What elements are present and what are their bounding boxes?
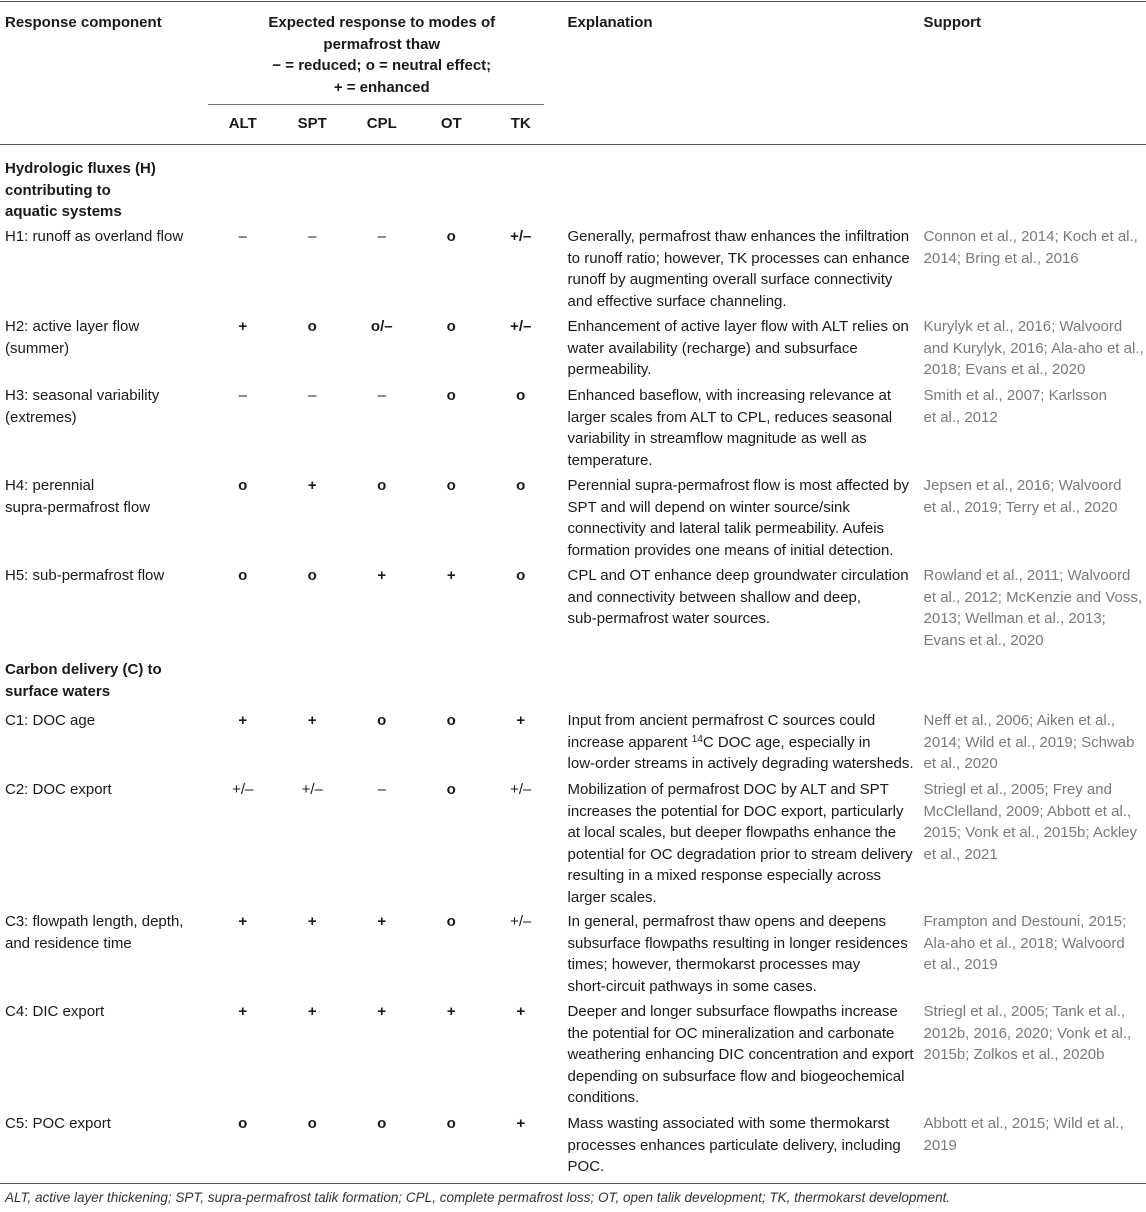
row-c2-exp-line: resulting in a mixed response especially across — [567, 867, 881, 884]
row-c1-tk: + — [516, 712, 526, 729]
row-c2-ot: o — [446, 781, 456, 798]
row-c3-spt: + — [307, 913, 317, 930]
row-c1-exp-line: Input from ancient permafrost C sources could — [567, 712, 876, 729]
row-h4-component-text: H4: perennial — [5, 477, 95, 494]
row-c2-explanation — [556, 779, 918, 911]
row-c2-exp-line: at local scales, but deeper flowpaths enhance the — [567, 824, 897, 841]
row-c2-sup-line: et al., 2021 — [923, 845, 998, 863]
row-c3-exp-line: times; however, thermokarst processes may — [567, 956, 861, 973]
row-h3-component — [0, 385, 208, 475]
row-c5-exp-line: Mass wasting associated with some thermokarst — [567, 1115, 890, 1132]
row-c5-sup-line: 2019 — [923, 1136, 957, 1154]
row-c2-tk: +/– — [510, 781, 532, 798]
row-c2-sup-line: Striegl et al., 2005; Frey and — [923, 781, 1112, 798]
row-h3-explanation — [556, 385, 918, 475]
table-row — [0, 226, 1146, 316]
section-hydrologic-line-2: contributing to — [5, 181, 111, 199]
row-c1-explanation — [556, 710, 918, 779]
row-c4-ot: + — [446, 1003, 456, 1020]
row-h4-tk: o — [516, 477, 526, 494]
row-c1-exp-text: increase apparent — [567, 733, 692, 751]
row-h4-exp-line: Perennial supra-permafrost flow is most affected by — [567, 477, 910, 494]
row-h2-sup-line: 2018; Evans et al., 2020 — [923, 361, 1086, 378]
row-c4-sup-line: 2015b; Zolkos et al., 2020b — [923, 1046, 1105, 1063]
row-c4-cpl: + — [377, 1003, 387, 1020]
header-row-1 — [0, 0, 1146, 102]
row-h5-spt: o — [307, 567, 317, 584]
table-row — [0, 911, 1146, 1001]
row-h4-cpl: o — [377, 477, 387, 494]
row-h3-sup-line: et al., 2012 — [923, 408, 998, 426]
row-h3-component-text: H3: seasonal variability — [5, 387, 160, 404]
row-h3-alt: – — [238, 387, 247, 404]
row-c3-exp-line: short-circuit pathways in some cases. — [567, 977, 817, 995]
row-h5-ot: + — [446, 567, 456, 584]
row-h2-exp-line: water availability (recharge) and subsurface — [567, 339, 858, 357]
header-response-component: Response component — [5, 14, 162, 31]
row-c1-exp-line: low-order streams in actively degrading watersheds. — [567, 755, 914, 772]
header-mode-tk: TK — [510, 115, 531, 132]
row-h2-exp-line: permeability. — [567, 361, 652, 378]
row-c4-support — [918, 1001, 1146, 1113]
row-h1-explanation — [556, 226, 918, 316]
row-h4-exp-line: connectivity and lateral talik permeability. Aufeis — [567, 520, 885, 537]
row-c3-exp-line: subsurface flowpaths resulting in longer residences — [567, 934, 908, 952]
row-h1-alt: – — [238, 228, 247, 245]
table-row — [0, 710, 1146, 779]
row-h4-component — [0, 475, 208, 565]
row-c5-explanation — [556, 1113, 918, 1182]
row-c4-component-text: C4: DIC export — [5, 1003, 105, 1020]
row-c4-sup-line: 2012b, 2016, 2020; Vonk et al., — [923, 1024, 1132, 1042]
row-h1-support — [918, 226, 1146, 316]
row-c2-cpl: – — [377, 781, 386, 798]
row-c5-sup-line: Abbott et al., 2015; Wild et al., — [923, 1115, 1124, 1132]
row-h2-support — [918, 316, 1146, 385]
row-h5-sup-line: et al., 2012; McKenzie and Voss, — [923, 588, 1142, 606]
row-c4-exp-line: weathering enhancing DIC concentration and export — [567, 1046, 914, 1063]
row-c5-component-text: C5: POC export — [5, 1115, 111, 1132]
header-mode-cpl: CPL — [366, 115, 397, 132]
row-c3-exp-line: In general, permafrost thaw opens and deepens — [567, 913, 887, 930]
section-row-hydrologic — [0, 144, 1146, 226]
row-c2-support — [918, 779, 1146, 911]
row-c1-ot: o — [446, 712, 456, 729]
row-c4-exp-line: conditions. — [567, 1089, 640, 1106]
header-explanation: Explanation — [567, 14, 653, 31]
row-c5-ot: o — [446, 1115, 456, 1132]
row-h4-component-text: supra-permafrost flow — [5, 498, 151, 516]
row-c4-spt: + — [307, 1003, 317, 1020]
row-h5-explanation — [556, 565, 918, 655]
row-c4-sup-line: Striegl et al., 2005; Tank et al., — [923, 1003, 1126, 1020]
row-h2-cpl: o/– — [370, 318, 393, 335]
row-c3-cpl: + — [377, 913, 387, 930]
row-h5-component-text: H5: sub-permafrost flow — [5, 567, 165, 584]
row-h4-sup-line: Jepsen et al., 2016; Walvoord — [923, 477, 1122, 494]
row-c4-alt: + — [238, 1003, 248, 1020]
row-h3-exp-line: Enhanced baseflow, with increasing relevance at — [567, 387, 892, 404]
row-c3-tk: +/– — [510, 913, 532, 930]
table-row — [0, 475, 1146, 565]
row-c4-explanation — [556, 1001, 918, 1113]
row-c5-exp-line: POC. — [567, 1158, 605, 1175]
row-c3-sup-line: et al., 2019 — [923, 956, 998, 973]
row-h1-exp-line: and effective surface channeling. — [567, 292, 787, 310]
row-h3-exp-line: variability in streamflow magnitude as well as — [567, 430, 867, 447]
row-h1-exp-line: to runoff ratio; however, TK processes can enhance — [567, 249, 910, 267]
row-c2-exp-line: potential for OC degradation prior to stream delivery — [567, 845, 913, 863]
header-expected-line-2: permafrost thaw — [323, 35, 441, 53]
row-h2-sup-line: and Kurylyk, 2016; Ala-aho et al., — [923, 339, 1144, 357]
row-c1-exp-superscript: 14 — [691, 733, 703, 745]
table-row — [0, 1113, 1146, 1182]
row-h1-exp-line: runoff by augmenting overall surface connectivity — [567, 271, 893, 288]
row-c1-sup-line: et al., 2020 — [923, 755, 998, 772]
row-h3-spt: – — [308, 387, 317, 404]
row-h3-exp-line: larger scales from ALT to CPL, reduces seasonal — [567, 408, 893, 426]
header-row-modes — [0, 102, 1146, 144]
row-c2-sup-line: McClelland, 2009; Abbott et al., — [923, 802, 1132, 820]
section-hydrologic-line-3: aquatic systems — [5, 203, 122, 220]
row-c5-spt: o — [307, 1115, 317, 1132]
row-h1-spt: – — [308, 228, 317, 245]
header-expected-line-3: − = reduced; o = neutral effect; — [272, 57, 492, 74]
row-h5-exp-line: CPL and OT enhance deep groundwater circulation — [567, 567, 909, 584]
section-carbon-line-1: Carbon delivery (C) to — [5, 661, 162, 678]
header-expected-line-4: + = enhanced — [333, 78, 430, 96]
row-h2-exp-line: Enhancement of active layer flow with ALT relies on — [567, 318, 909, 335]
row-h1-ot: o — [446, 228, 456, 245]
row-c2-exp-line: larger scales. — [567, 888, 657, 906]
row-c4-tk: + — [516, 1003, 526, 1020]
row-h1-sup-line: Connon et al., 2014; Koch et al., — [923, 228, 1138, 245]
row-c1-exp-line — [568, 732, 916, 754]
row-h5-tk: o — [516, 567, 526, 584]
row-c1-cpl: o — [377, 712, 387, 729]
row-h5-sup-line: 2013; Wellman et al., 2013; — [923, 610, 1106, 627]
row-c3-component-text: C3: flowpath length, depth, — [5, 913, 184, 930]
row-h4-exp-line: SPT and will depend on winter source/sink — [567, 498, 850, 516]
row-c1-component-text: C1: DOC age — [5, 712, 96, 729]
row-h3-ot: o — [446, 387, 456, 404]
row-h5-support — [918, 565, 1146, 655]
row-c5-component — [0, 1113, 208, 1182]
table-row — [0, 316, 1146, 385]
row-c4-exp-line: Deeper and longer subsurface flowpaths increase — [567, 1003, 898, 1020]
row-c2-alt: +/– — [232, 781, 254, 798]
table-row — [0, 385, 1146, 475]
section-carbon-line-2: surface waters — [5, 682, 111, 700]
row-h1-exp-line: Generally, permafrost thaw enhances the infiltration — [567, 228, 910, 245]
row-c4-exp-line: depending on subsurface flow and biogeochemical — [567, 1067, 905, 1085]
row-h2-component — [0, 316, 208, 385]
table-footnote: ALT, active layer thickening; SPT, supra-permafrost talik formation; CPL, complete permafrost loss; OT, open talik development; TK, thermokarst development. — [5, 1190, 951, 1205]
section-row-carbon — [0, 655, 1146, 710]
row-h4-support — [918, 475, 1146, 565]
row-c1-sup-line: 2014; Wild et al., 2019; Schwab — [923, 733, 1135, 751]
row-h5-sup-line: Evans et al., 2020 — [923, 631, 1044, 649]
row-h1-tk: +/– — [510, 228, 532, 245]
row-c5-tk: + — [516, 1115, 526, 1132]
row-h5-exp-line: sub-permafrost water sources. — [567, 610, 771, 627]
row-c3-alt: + — [238, 913, 248, 930]
row-c1-alt: + — [238, 712, 248, 729]
table-row — [0, 1001, 1146, 1113]
row-h2-alt: + — [238, 318, 248, 335]
row-c1-component — [0, 710, 208, 779]
table-row — [0, 779, 1146, 911]
row-c3-component — [0, 911, 208, 1001]
row-h1-cpl: – — [377, 228, 386, 245]
row-c5-cpl: o — [377, 1115, 387, 1132]
row-c2-component-text: C2: DOC export — [5, 781, 112, 798]
row-h5-alt: o — [238, 567, 248, 584]
header-expected-response — [208, 0, 556, 102]
row-c1-support — [918, 710, 1146, 779]
row-h3-tk: o — [516, 387, 526, 404]
row-h3-exp-line: temperature. — [567, 451, 653, 469]
row-c1-exp-text: C DOC age, especially in — [702, 733, 871, 751]
row-c1-sup-line: Neff et al., 2006; Aiken et al., — [923, 712, 1116, 729]
row-c5-support — [918, 1113, 1146, 1182]
row-c3-support — [918, 911, 1146, 1001]
table-bottom-rule — [0, 1183, 1146, 1184]
row-h2-component-text: H2: active layer flow — [5, 318, 140, 335]
row-c3-sup-line: Frampton and Destouni, 2015; — [923, 913, 1127, 930]
row-c3-component-text: and residence time — [5, 934, 132, 952]
row-h4-spt: + — [307, 477, 317, 494]
row-h3-support — [918, 385, 1146, 475]
row-h3-cpl: – — [377, 387, 386, 404]
header-support: Support — [923, 14, 982, 31]
row-c2-exp-line: Mobilization of permafrost DOC by ALT and SPT — [567, 781, 889, 798]
header-mode-ot: OT — [440, 115, 462, 132]
row-h1-component — [0, 226, 208, 316]
row-h3-component-text: (extremes) — [5, 408, 77, 426]
row-c3-ot: o — [446, 913, 456, 930]
row-h5-exp-line: and connectivity between shallow and deep, — [567, 588, 862, 606]
row-c3-explanation — [556, 911, 918, 1001]
row-h4-explanation — [556, 475, 918, 565]
row-h4-alt: o — [238, 477, 248, 494]
row-h5-sup-line: Rowland et al., 2011; Walvoord — [923, 567, 1131, 584]
section-hydrologic-line-1: Hydrologic fluxes (H) — [5, 160, 156, 177]
row-h1-component-text: H1: runoff as overland flow — [5, 228, 184, 245]
row-h1-sup-line: 2014; Bring et al., 2016 — [923, 249, 1079, 267]
row-h2-explanation — [556, 316, 918, 385]
row-c2-sup-line: 2015; Vonk et al., 2015b; Ackley — [923, 824, 1138, 841]
row-c2-spt: +/– — [301, 781, 323, 798]
row-c4-component — [0, 1001, 208, 1113]
row-h2-spt: o — [307, 318, 317, 335]
section-heading-carbon — [0, 655, 208, 710]
row-h2-component-text: (summer) — [5, 339, 70, 357]
row-h4-exp-line: formation provides one means of initial detection. — [567, 541, 894, 559]
row-c1-spt: + — [307, 712, 317, 729]
header-expected-line-1: Expected response to modes of — [268, 14, 496, 31]
row-c2-component — [0, 779, 208, 911]
row-h2-tk: +/– — [510, 318, 532, 335]
row-h2-ot: o — [446, 318, 456, 335]
header-mode-spt: SPT — [297, 115, 327, 132]
row-h4-sup-line: et al., 2019; Terry et al., 2020 — [923, 498, 1118, 516]
row-h2-sup-line: Kurylyk et al., 2016; Walvoord — [923, 318, 1123, 335]
row-h5-cpl: + — [377, 567, 387, 584]
row-h5-component — [0, 565, 208, 655]
row-c5-exp-line: processes enhances particulate delivery, including — [567, 1136, 901, 1154]
row-c2-exp-line: increases the potential for DOC export, particularly — [567, 802, 904, 820]
row-c5-alt: o — [238, 1115, 248, 1132]
row-c4-exp-line: the potential for OC mineralization and carbonate — [567, 1024, 895, 1042]
row-h4-ot: o — [446, 477, 456, 494]
section-heading-hydrologic — [0, 144, 208, 226]
row-c3-sup-line: Ala-aho et al., 2018; Walvoord — [923, 934, 1125, 952]
table-row — [0, 565, 1146, 655]
row-h3-sup-line: Smith et al., 2007; Karlsson — [923, 387, 1107, 404]
header-mode-alt: ALT — [228, 115, 257, 132]
